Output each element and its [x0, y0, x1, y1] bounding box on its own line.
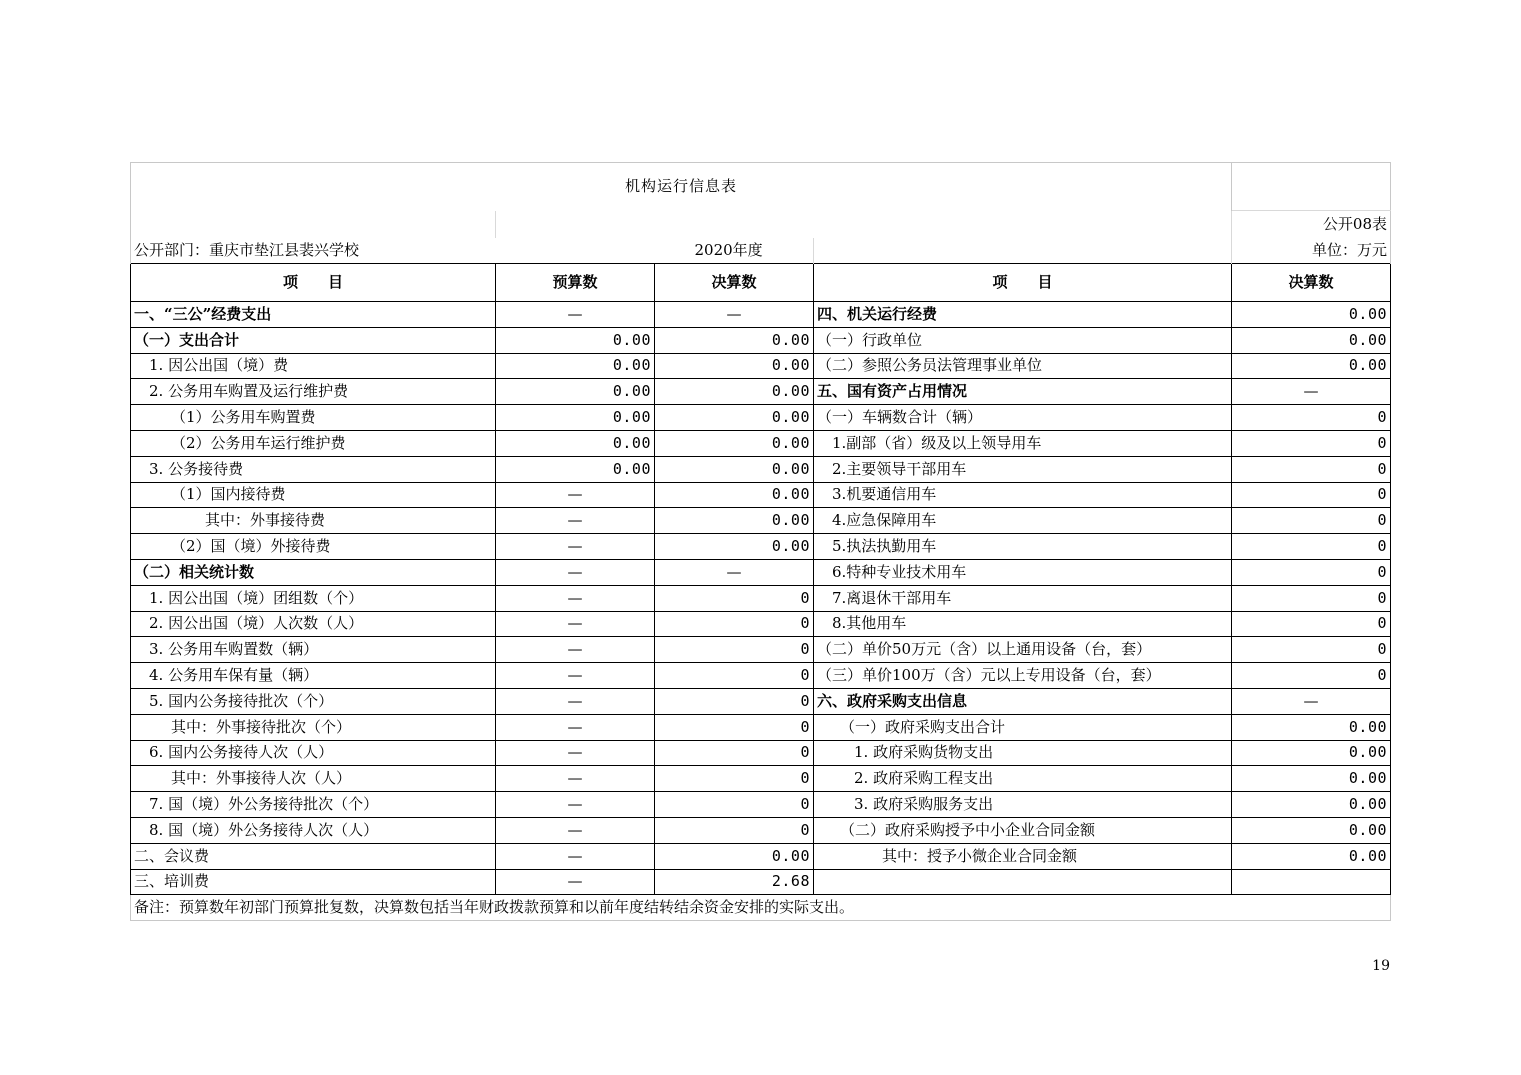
row-right-item-label: 1.副部（省）级及以上领导用车 [814, 430, 1232, 456]
row-item-label: 二、会议费 [131, 843, 496, 869]
row-budget-value: — [496, 688, 655, 714]
table-row [131, 663, 1391, 689]
table-row [131, 559, 1391, 585]
row-budget-value: 0.00 [496, 327, 655, 353]
row-item-label: （一）支出合计 [131, 327, 496, 353]
row-right-item-label: 2. 政府采购工程支出 [814, 766, 1232, 792]
row-final-value: 0.00 [655, 405, 814, 431]
row-budget-value: — [496, 559, 655, 585]
table-row [131, 405, 1391, 431]
table-row [131, 869, 1391, 895]
row-final-value: 0.00 [655, 430, 814, 456]
table-row [131, 766, 1391, 792]
row-right-final-value: 0.00 [1232, 843, 1391, 869]
footnote: 备注：预算数年初部门预算批复数，决算数包括当年财政拨款预算和以前年度结转结余资金安排的实际支出。 [131, 895, 1391, 921]
row-final-value: 0 [655, 766, 814, 792]
row-right-final-value: 0 [1232, 405, 1391, 431]
row-item-label: 2. 公务用车购置及运行维护费 [131, 379, 496, 405]
row-right-final-value: 0.00 [1232, 817, 1391, 843]
header-right-final: 决算数 [1232, 264, 1391, 302]
row-right-final-value: — [1232, 379, 1391, 405]
table-row [131, 482, 1391, 508]
row-right-item-label: 其中：授予小微企业合同金额 [814, 843, 1232, 869]
table-row [131, 688, 1391, 714]
row-final-value: 0.00 [655, 843, 814, 869]
row-final-value: 0 [655, 792, 814, 818]
table-row [131, 843, 1391, 869]
row-item-label: 3. 公务用车购置数（辆） [131, 637, 496, 663]
row-final-value: 0 [655, 714, 814, 740]
row-final-value: 0 [655, 611, 814, 637]
row-item-label: 一、“三公”经费支出 [131, 302, 496, 328]
row-item-label: 其中：外事接待费 [131, 508, 496, 534]
row-final-value: 0 [655, 740, 814, 766]
row-final-value: 0 [655, 817, 814, 843]
row-item-label: （2）国（境）外接待费 [131, 534, 496, 560]
row-budget-value: — [496, 766, 655, 792]
row-budget-value: 0.00 [496, 353, 655, 379]
row-final-value: 0.00 [655, 508, 814, 534]
row-right-item-label: （一）行政单位 [814, 327, 1232, 353]
table-row [131, 379, 1391, 405]
row-right-final-value: 0.00 [1232, 792, 1391, 818]
table-row [131, 508, 1391, 534]
table-row [131, 430, 1391, 456]
row-item-label: 其中：外事接待人次（人） [131, 766, 496, 792]
row-right-final-value: 0 [1232, 559, 1391, 585]
row-right-final-value: 0 [1232, 534, 1391, 560]
row-right-item-label: 1. 政府采购货物支出 [814, 740, 1232, 766]
row-right-item-label: （一）政府采购支出合计 [814, 714, 1232, 740]
header-budget: 预算数 [496, 264, 655, 302]
row-right-final-value: 0 [1232, 482, 1391, 508]
row-right-item-label: 8.其他用车 [814, 611, 1232, 637]
row-right-item-label: 5.执法执勤用车 [814, 534, 1232, 560]
page-title: 机构运行信息表 [131, 163, 1232, 211]
row-right-final-value: 0.00 [1232, 327, 1391, 353]
department-label: 公开部门：重庆市垫江县裴兴学校 [131, 238, 655, 264]
row-budget-value: — [496, 585, 655, 611]
row-final-value: 0 [655, 637, 814, 663]
row-right-item-label: 四、机关运行经费 [814, 302, 1232, 328]
row-item-label: 4. 公务用车保有量（辆） [131, 663, 496, 689]
row-final-value: — [655, 559, 814, 585]
row-budget-value: — [496, 663, 655, 689]
row-final-value: 2.68 [655, 869, 814, 895]
row-item-label: 5. 国内公务接待批次（个） [131, 688, 496, 714]
report-sheet [130, 162, 1390, 921]
row-right-item-label: 3.机要通信用车 [814, 482, 1232, 508]
row-right-final-value: 0 [1232, 456, 1391, 482]
row-budget-value: — [496, 637, 655, 663]
row-budget-value: — [496, 714, 655, 740]
table-row [131, 534, 1391, 560]
table-row [131, 611, 1391, 637]
row-item-label: 三、培训费 [131, 869, 496, 895]
row-right-final-value: — [1232, 688, 1391, 714]
row-budget-value: — [496, 843, 655, 869]
row-final-value: 0.00 [655, 482, 814, 508]
table-row [131, 740, 1391, 766]
table-row [131, 456, 1391, 482]
row-final-value: 0.00 [655, 534, 814, 560]
header-final: 决算数 [655, 264, 814, 302]
row-right-final-value: 0 [1232, 663, 1391, 689]
table-row [131, 327, 1391, 353]
row-budget-value: 0.00 [496, 405, 655, 431]
row-right-item-label: （二）政府采购授予中小企业合同金额 [814, 817, 1232, 843]
row-budget-value: — [496, 482, 655, 508]
row-right-final-value: 0.00 [1232, 302, 1391, 328]
row-budget-value: — [496, 534, 655, 560]
row-right-final-value: 0 [1232, 611, 1391, 637]
row-right-item-label: 五、国有资产占用情况 [814, 379, 1232, 405]
blank-cell [496, 211, 1232, 238]
row-item-label: 2. 因公出国（境）人次数（人） [131, 611, 496, 637]
row-right-final-value: 0 [1232, 585, 1391, 611]
table-row [131, 792, 1391, 818]
row-right-item-label: （二）参照公务员法管理事业单位 [814, 353, 1232, 379]
row-item-label: （2）公务用车运行维护费 [131, 430, 496, 456]
row-budget-value: 0.00 [496, 379, 655, 405]
blank-cell [814, 238, 1232, 264]
row-budget-value: — [496, 302, 655, 328]
row-right-final-value: 0.00 [1232, 740, 1391, 766]
row-budget-value: 0.00 [496, 456, 655, 482]
row-item-label: 1. 因公出国（境）费 [131, 353, 496, 379]
row-right-item-label: 4.应急保障用车 [814, 508, 1232, 534]
row-budget-value: — [496, 740, 655, 766]
row-item-label: （1）国内接待费 [131, 482, 496, 508]
page-number: 19 [1372, 958, 1390, 974]
row-final-value: 0.00 [655, 327, 814, 353]
row-right-final-value: 0.00 [1232, 766, 1391, 792]
table-row [131, 714, 1391, 740]
report-year: 2020年度 [694, 240, 763, 259]
row-right-final-value: 0.00 [1232, 714, 1391, 740]
row-budget-value: — [496, 817, 655, 843]
row-final-value: 0.00 [655, 353, 814, 379]
row-item-label: 3. 公务接待费 [131, 456, 496, 482]
table-row [131, 817, 1391, 843]
row-item-label: （1）公务用车购置费 [131, 405, 496, 431]
row-right-final-value: 0.00 [1232, 353, 1391, 379]
row-budget-value: 0.00 [496, 430, 655, 456]
row-final-value: 0.00 [655, 379, 814, 405]
row-final-value: — [655, 302, 814, 328]
row-item-label: 6. 国内公务接待人次（人） [131, 740, 496, 766]
table-row [131, 585, 1391, 611]
header-right-item: 项 目 [814, 264, 1232, 302]
row-right-item-label: 7.离退休干部用车 [814, 585, 1232, 611]
row-item-label: 1. 因公出国（境）团组数（个） [131, 585, 496, 611]
row-right-item-label: 6.特种专业技术用车 [814, 559, 1232, 585]
row-item-label: 7. 国（境）外公务接待批次（个） [131, 792, 496, 818]
blank-cell [131, 211, 496, 238]
table-row [131, 353, 1391, 379]
row-right-final-value: 0 [1232, 508, 1391, 534]
row-right-final-value: 0 [1232, 637, 1391, 663]
title-spacer [1232, 163, 1391, 211]
row-right-item-label: 3. 政府采购服务支出 [814, 792, 1232, 818]
row-right-item-label: （一）车辆数合计（辆） [814, 405, 1232, 431]
row-budget-value: — [496, 869, 655, 895]
row-right-item-label [814, 869, 1232, 895]
row-right-item-label: （三）单价100万（含）元以上专用设备（台，套） [814, 663, 1232, 689]
unit-label: 单位：万元 [1232, 238, 1391, 264]
row-item-label: （二）相关统计数 [131, 559, 496, 585]
row-budget-value: — [496, 611, 655, 637]
note-row [131, 895, 1391, 921]
row-final-value: 0 [655, 585, 814, 611]
table-row [131, 302, 1391, 328]
row-budget-value: — [496, 792, 655, 818]
row-right-item-label: 六、政府采购支出信息 [814, 688, 1232, 714]
row-right-final-value: 0 [1232, 430, 1391, 456]
table-row [131, 637, 1391, 663]
row-right-item-label: 2.主要领导干部用车 [814, 456, 1232, 482]
header-left-item: 项 目 [131, 264, 496, 302]
row-right-final-value [1232, 869, 1391, 895]
row-item-label: 8. 国（境）外公务接待人次（人） [131, 817, 496, 843]
row-final-value: 0.00 [655, 456, 814, 482]
row-final-value: 0 [655, 688, 814, 714]
row-budget-value: — [496, 508, 655, 534]
table-code: 公开08表 [1232, 211, 1391, 238]
row-final-value: 0 [655, 663, 814, 689]
row-item-label: 其中：外事接待批次（个） [131, 714, 496, 740]
institution-operation-table [130, 162, 1391, 921]
row-right-item-label: （二）单价50万元（含）以上通用设备（台，套） [814, 637, 1232, 663]
